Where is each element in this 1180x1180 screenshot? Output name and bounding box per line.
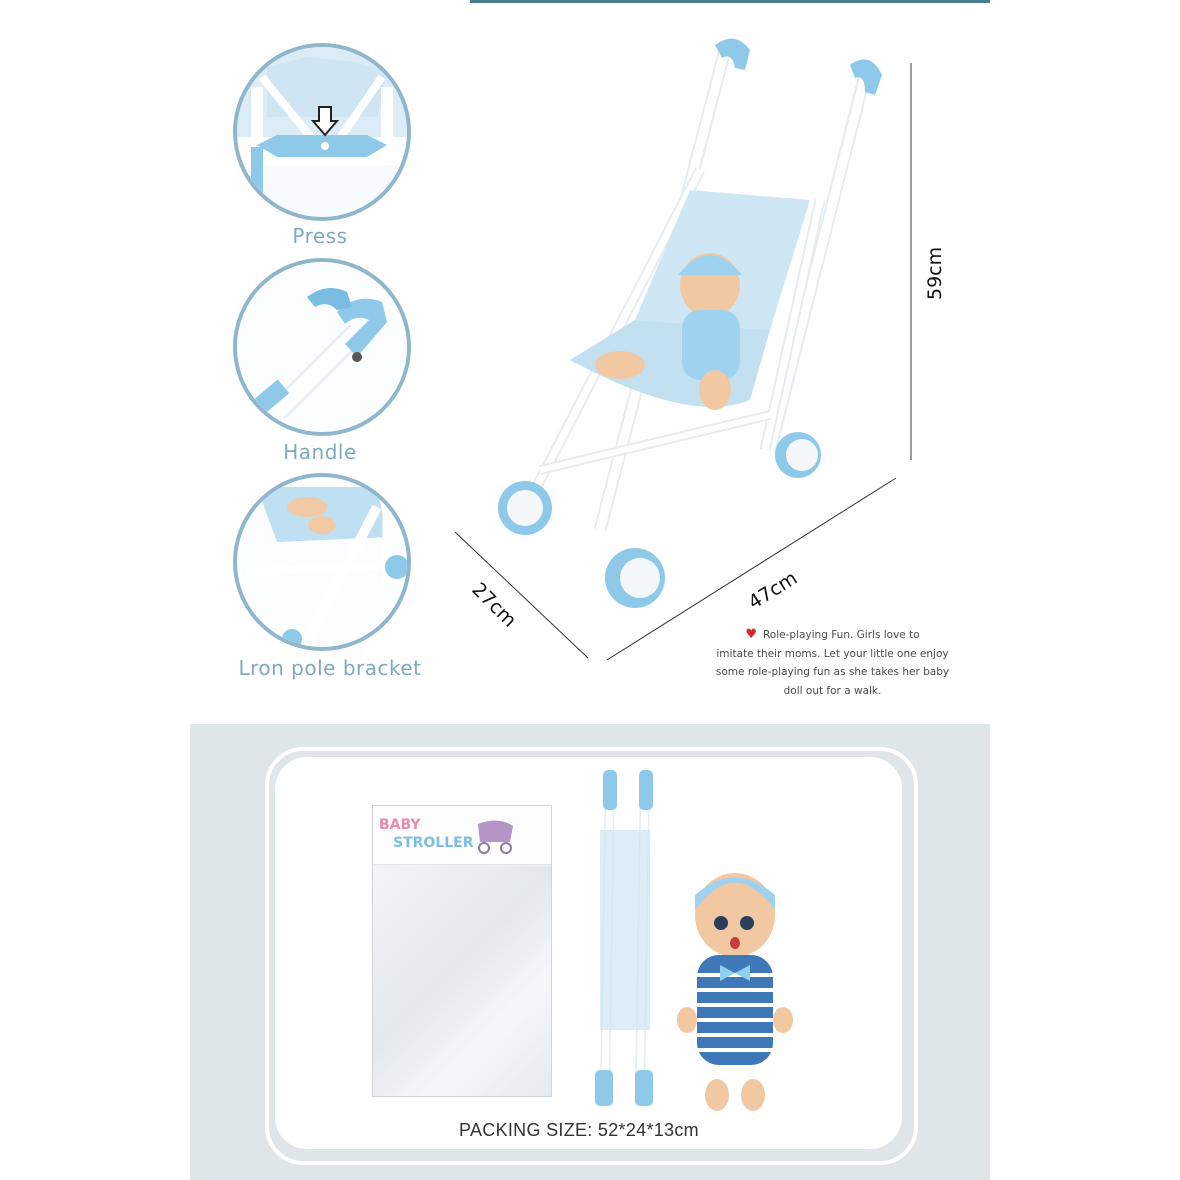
dimension-length: 47cm [744,567,802,614]
doll-image [675,855,795,1115]
bag-title-line2: STROLLER [393,835,474,851]
dimension-height: 59cm [924,246,946,300]
description-line: doll out for a walk. [783,684,882,697]
heart-icon: ♥ [745,627,757,642]
product-description [705,626,960,700]
caption-press: Press [292,224,348,248]
dimension-depth: 27cm [467,578,521,632]
stroller-logo-icon [468,816,528,856]
bag-title [379,816,474,852]
caption-bracket: Lron pole bracket [238,656,422,680]
description-line: some role-playing fun as she takes her baby [715,666,950,678]
description-line: imitate their moms. Let your little one enjoy [716,647,949,660]
folded-stroller-image [575,770,675,1110]
description-line: ♥ Role-playing Fun. Girls love to [745,627,920,642]
bag-header [373,806,551,865]
bag-body [373,866,551,1096]
packing-size: PACKING SIZE: 52*24*13cm [459,1120,699,1140]
bag-title-line1: BABY [379,817,421,833]
packaging-bag [372,805,552,1097]
caption-handle: Handle [283,440,357,464]
